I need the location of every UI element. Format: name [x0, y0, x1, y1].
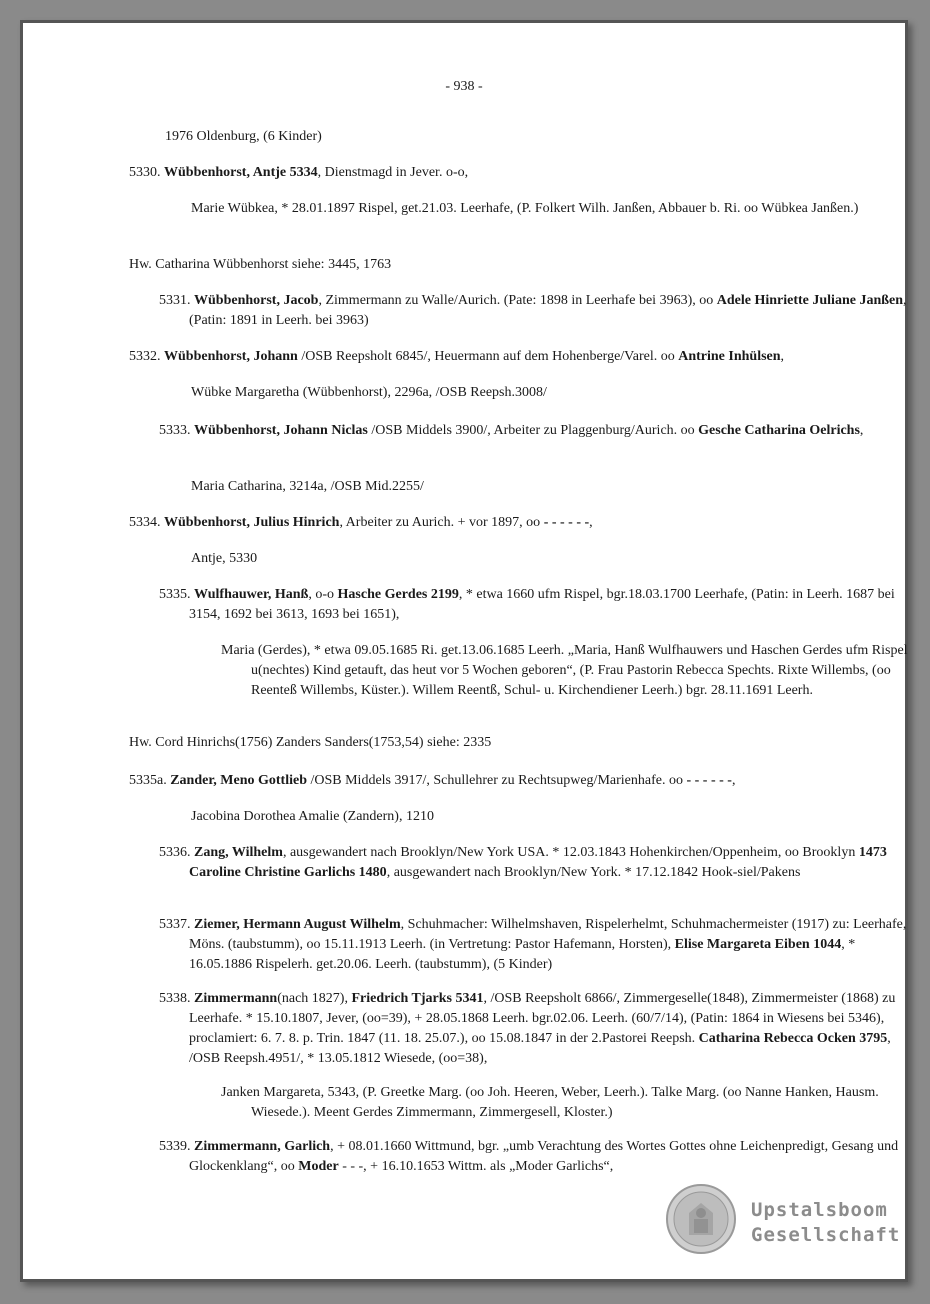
entry-ref: 5334: [289, 165, 318, 180]
entry-name: Wübbenhorst, Antje: [164, 165, 287, 180]
spouse-name: - - - - - -: [686, 773, 732, 788]
entry-name: Zang, Wilhelm: [194, 845, 283, 860]
entry-5331: [159, 291, 919, 331]
spouse-name: Gesche Catharina Oelrichs: [698, 423, 860, 438]
entry-text-2: - - -, + 16.10.1653 Wittm. als „Moder Garlichs“,: [338, 1159, 614, 1174]
spouse-name: Adele Hinriette Juliane Janßen: [716, 293, 904, 308]
society-seal-icon: [665, 1183, 737, 1255]
entry-name: Wübbenhorst, Johann: [164, 349, 298, 364]
entry-name: Wübbenhorst, Jacob: [194, 293, 319, 308]
entry-text: , Schuhmacher: Wilhelmshaven, Rispelerhelmt, Schuhmachermeister (1917) zu: Leerhafe, Möns. (taubstumm), oo 15.11.1913 Leerh. (in Vertretung: Pastor Hafemann, Horsten),: [189, 917, 907, 952]
entry-text: , + 08.01.1660 Wittmund, bgr. „umb Verachtung des Wortes Gottes ohne Leichenpredigt, Gesang und Glockenklang“, oo: [189, 1139, 899, 1174]
entry-text-2: , (Patin: 1891 in Leerh. bei 3963): [189, 293, 907, 328]
spouse-name: Catharina Rebecca Ocken 3795: [698, 1031, 888, 1046]
entry-5330: [129, 163, 468, 183]
entry-number: 5336.: [159, 845, 191, 860]
entry-text-2: ,: [859, 423, 864, 438]
entry-text: , ausgewandert nach Brooklyn/New York USA. * 12.03.1843 Hohenkirchen/Oppenheim, oo Brooklyn: [282, 845, 859, 860]
entry-text-2: ,: [780, 349, 785, 364]
child-5333: Maria Catharina, 3214a, /OSB Mid.2255/: [191, 479, 424, 494]
spouse-name: Hasche Gerdes 2199: [337, 587, 459, 602]
entry-text-2: , /OSB Reepsh.4951/, * 13.05.1812 Wiesede, (oo=38),: [189, 1031, 891, 1066]
spouse-name: Elise Margareta Eiben 1044: [674, 937, 842, 952]
entry-text-2: , * 16.05.1886 Rispelerh. get.20.06. Leerh. (taubstumm), (5 Kinder): [189, 937, 856, 972]
entry-name: Friedrich Tjarks 5341: [351, 991, 484, 1006]
entry-5339: [159, 1137, 919, 1177]
child-5332: Wübke Margaretha (Wübbenhorst), 2296a, /OSB Reepsh.3008/: [191, 385, 547, 400]
entry-text: /OSB Middels 3900/, Arbeiter zu Plaggenburg/Aurich. oo: [367, 423, 699, 438]
entry-text: , o-o: [308, 587, 338, 602]
spouse-name: 1473 Caroline Christine Garlichs 1480: [189, 845, 887, 880]
entry-text: , Arbeiter zu Aurich. + vor 1897, oo: [339, 515, 544, 530]
entry-number: 5333.: [159, 423, 191, 438]
spouse-name: Antrine Inhülsen: [678, 349, 781, 364]
entry-text-2: ,: [589, 515, 593, 530]
entry-5332: [129, 347, 784, 367]
document-page: [20, 20, 908, 1282]
entry-text-2: , * etwa 1660 ufm Rispel, bgr.18.03.1700 Leerhafe, (Patin: in Leerh. 1687 bei 3154, 1692 bei 3613, 1693 bei 1651),: [189, 587, 895, 622]
entry-name: Wulfhauwer, Hanß: [194, 587, 309, 602]
hinweis-2: Hw. Cord Hinrichs(1756) Zanders Sanders(1753,54) siehe: 2335: [129, 735, 492, 750]
child-5330: Marie Wübkea, * 28.01.1897 Rispel, get.21.03. Leerhafe, (P. Folkert Wilh. Janßen, Abbauer b. Ri. oo Wübkea Janßen.): [191, 201, 859, 216]
entry-number: 5338.: [159, 991, 191, 1006]
entry-5335: [159, 585, 919, 625]
child-5334: Antje, 5330: [191, 551, 258, 566]
entry-number: 5334.: [129, 515, 161, 530]
entry-prefix: Zimmermann: [194, 991, 278, 1006]
entry-prefix-note: (nach 1827),: [277, 991, 352, 1006]
child-5338: Janken Margareta, 5343, (P. Greetke Marg. (oo Joh. Heeren, Weber, Leerh.). Talke Marg. (oo Nanne Hanken, Hausm. Wiesede.). Meent Gerdes Zimmermann, Zimmergesell, Kloster.): [221, 1085, 879, 1120]
continuation-line: 1976 Oldenburg, (6 Kinder): [165, 129, 322, 144]
society-line-1: Upstalsboom: [751, 1199, 888, 1221]
entry-text: , Dienstmagd in Jever. o-o,: [317, 165, 469, 180]
entry-text: , Zimmermann zu Walle/Aurich. (Pate: 1898 in Leerhafe bei 3963), oo: [318, 293, 717, 308]
child-5335: Maria (Gerdes), * etwa 09.05.1685 Ri. get.13.06.1685 Leerh. „Maria, Hanß Wulfhauwers und Haschen Gerdes ufm Rispel u(nechtes) Kind getauft, das heut vor 5 Wochen geboren“, (P. Frau Pastorin Rebecca Spechts. Rixte Willembs, (oo Reenteß Willembs, Küster.). Willem Reentß, Schul- u. Kirchendiener Leerh.) bgr. 28.11.1691 Leerh.: [221, 643, 908, 698]
entry-name: Zander, Meno Gottlieb: [170, 773, 307, 788]
hinweis-1: Hw. Catharina Wübbenhorst siehe: 3445, 1763: [129, 257, 392, 272]
entry-number: 5337.: [159, 917, 191, 932]
society-name: [751, 1198, 900, 1248]
entry-text-2: , ausgewandert nach Brooklyn/New York. * 17.12.1842 Hook-siel/Pakens: [386, 865, 801, 880]
entry-5338: [159, 989, 919, 1069]
entry-text-2: ,: [731, 773, 736, 788]
entry-number: 5330.: [129, 165, 161, 180]
entry-number: 5335.: [159, 587, 191, 602]
page-number: - 938 -: [445, 79, 483, 94]
spouse-name: - - - - - -: [543, 515, 590, 530]
entry-text: /OSB Middels 3917/, Schullehrer zu Rechtsupweg/Marienhafe. oo: [306, 773, 687, 788]
entry-5335a: [129, 771, 735, 791]
entry-name: Zimmermann, Garlich: [194, 1139, 331, 1154]
child-5335a: Jacobina Dorothea Amalie (Zandern), 1210: [191, 809, 434, 824]
entry-number: 5332.: [129, 349, 161, 364]
entry-5337: [159, 915, 919, 975]
entry-5336: [159, 843, 919, 883]
entry-number: 5335a.: [129, 773, 167, 788]
entry-text: /OSB Reepsholt 6845/, Heuermann auf dem Hohenberge/Varel. oo: [297, 349, 679, 364]
entry-number: 5339.: [159, 1139, 191, 1154]
entry-text: , /OSB Reepsholt 6866/, Zimmergeselle(1848), Zimmermeister (1868) zu Leerhafe. * 15.10.1807, Jever, (oo=39), + 28.05.1868 Leerh. bgr.02.06. Leerh. (60/7/14), (Patin: 1864 in Wiesens bei 5346), proclamiert: 6. 7. 8. p. Trin. 1847 (11. 18. 25.07.), oo 15.08.1847 in der 2.Pastorei Reepsh.: [189, 991, 896, 1046]
entry-name: Wübbenhorst, Julius Hinrich: [164, 515, 340, 530]
entry-name: Wübbenhorst, Johann Niclas: [194, 423, 368, 438]
entry-5334: [129, 513, 593, 533]
entry-name: Ziemer, Hermann August Wilhelm: [194, 917, 401, 932]
entry-number: 5331.: [159, 293, 191, 308]
entry-5333: [159, 421, 919, 441]
spouse-name: Moder: [298, 1159, 339, 1174]
society-line-2: Gesellschaft: [751, 1224, 901, 1246]
